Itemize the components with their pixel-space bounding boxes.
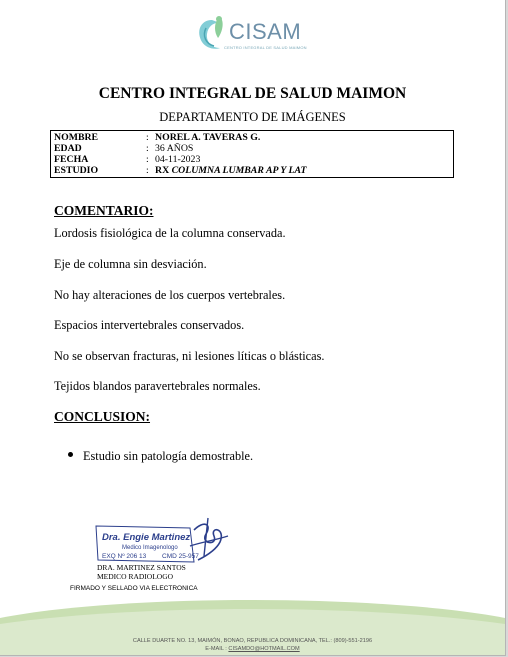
patient-age-row: [54, 143, 453, 154]
comment-line: Tejidos blandos paravertebrales normales.: [54, 379, 261, 393]
study-prefix: RX: [155, 165, 170, 176]
conclusion-item: Estudio sin patología demostrable.: [83, 449, 254, 463]
footer-email-line: [0, 646, 505, 652]
age-value: 36 AÑOS: [155, 143, 194, 154]
comment-line: Espacios intervertebrales conservados.: [54, 318, 245, 332]
patient-name-row: [54, 132, 453, 143]
comment-line: No se observan fracturas, ni lesiones líticas o blásticas.: [54, 349, 325, 363]
comment-line: Lordosis fisiológica de la columna conservada.: [54, 226, 286, 240]
colon: :: [146, 154, 149, 165]
date-label: FECHA: [54, 154, 89, 165]
study-label: ESTUDIO: [54, 165, 99, 176]
logo-brand: CISAM: [229, 19, 302, 44]
conclusion-heading: CONCLUSION:: [54, 409, 151, 424]
study-name: COLUMNA LUMBAR AP Y LAT: [171, 165, 307, 176]
doctor-name: DRA. MARTINEZ SANTOS: [97, 563, 186, 572]
comment-line: Eje de columna sin desviación.: [54, 257, 207, 271]
department-title: DEPARTAMENTO DE IMÁGENES: [159, 110, 346, 124]
stamp-name: Dra. Engie Martinez: [102, 532, 191, 543]
bullet-icon: [68, 452, 73, 457]
signed-note: FIRMADO Y SELLADO VIA ELECTRONICA: [70, 585, 198, 592]
email-link[interactable]: CISAMDO@HOTMAIL.COM: [228, 646, 300, 652]
patient-date-row: [54, 154, 453, 165]
name-label: NOMBRE: [54, 132, 99, 143]
cisam-logo: [192, 14, 310, 56]
stamp-cmd: CMD 25-957: [162, 553, 199, 560]
patient-study-row: [54, 165, 453, 176]
patient-info-box: [50, 130, 454, 178]
comment-heading: COMENTARIO:: [54, 203, 154, 218]
colon: :: [146, 165, 149, 176]
logo-tagline: CENTRO INTEGRAL DE SALUD MAIMON: [224, 45, 307, 50]
age-label: EDAD: [54, 143, 82, 154]
date-value: 04-11-2023: [155, 154, 201, 165]
name-value: NOREL A. TAVERAS G.: [155, 132, 261, 143]
center-title: CENTRO INTEGRAL DE SALUD MAIMON: [98, 85, 407, 102]
colon: :: [146, 132, 149, 143]
comment-line: No hay alteraciones de los cuerpos vertebrales.: [54, 288, 286, 302]
doctor-stamp: [94, 516, 234, 566]
study-value: [155, 165, 306, 176]
doctor-signature-block: [97, 563, 186, 581]
colon: :: [146, 143, 149, 154]
footer-address: CALLE DUARTE NO. 13, MAIMÓN, BONAO, REPUBLICA DOMINICANA, TEL.: (809)-551-2196: [132, 638, 373, 644]
email-label: E-MAIL :: [205, 646, 227, 652]
stamp-role: Medico Imagenologo: [122, 545, 178, 551]
doctor-title: MEDICO RADIOLOGO: [97, 572, 174, 581]
stamp-exq: EXQ Nº 206 13: [102, 553, 147, 560]
